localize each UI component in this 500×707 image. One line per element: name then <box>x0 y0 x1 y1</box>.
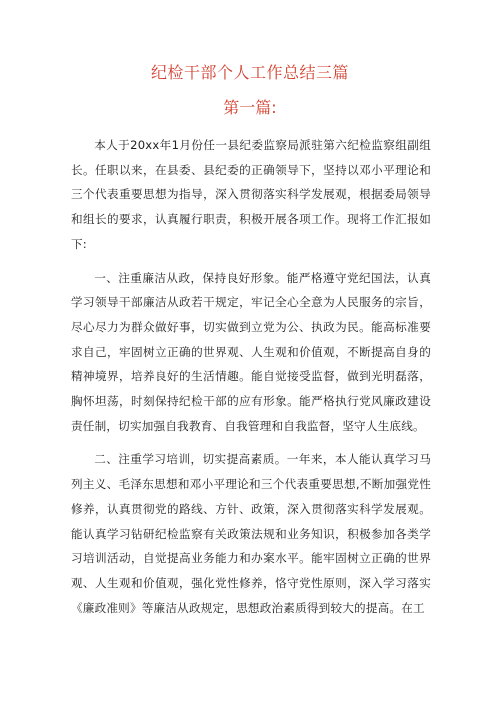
paragraph-section-2: 二、注重学习培训，切实提高素质。一年来，本人能认真学习马列主义、毛泽东思想和邓小平理论和三个代表重要思想,不断加强党性修养，认真贯彻党的路线、方针、政策，深入贯彻落实科学发展观。能认真学习钻研纪检监察有关政策法规和业务知识，积极参加各类学习培训活动，自觉提高业务能力和办案水平。能牢固树立正确的世界观、人生观和价值观，强化党性修养，恪守党性原则，深入学习落实《廉政准则》等廉洁从政规定，思想政治素质得到较大的提高。在工 <box>71 452 431 615</box>
document-body <box>71 133 431 629</box>
paragraph-intro: 本人于20xx年1月份任一县纪委监察局派驻第六纪检监察组副组长。任职以来，在县委、县纪委的正确领导下，坚持以邓小平理论和三个代表重要思想为指导，深入贯彻落实科学发展观，根据委局领导和组长的要求，认真履行职责，积极开展各项工作。现将工作汇报如下: <box>71 138 431 251</box>
document-title: 纪检干部个人工作总结三篇 <box>150 63 349 82</box>
document-subtitle: 第一篇: <box>223 98 277 117</box>
paragraph-section-1: 一、注重廉洁从政，保持良好形象。能严格遵守党纪国法，认真学习领导干部廉洁从政若干规定，牢记全心全意为人民服务的宗旨，尽心尽力为群众做好事，切实做到立党为公、执政为民。能高标准要求自己，牢固树立正确的世界观、人生观和价值观，不断提高自身的精神境界，培养良好的生活情趣。能自觉接受监督，做到光明磊落，胸怀坦荡，时刻保持纪检干部的应有形象。能严格执行党风廉政建设责任制，切实加强自我教育、自我管理和自我监督，坚守人生底线。 <box>71 270 431 433</box>
